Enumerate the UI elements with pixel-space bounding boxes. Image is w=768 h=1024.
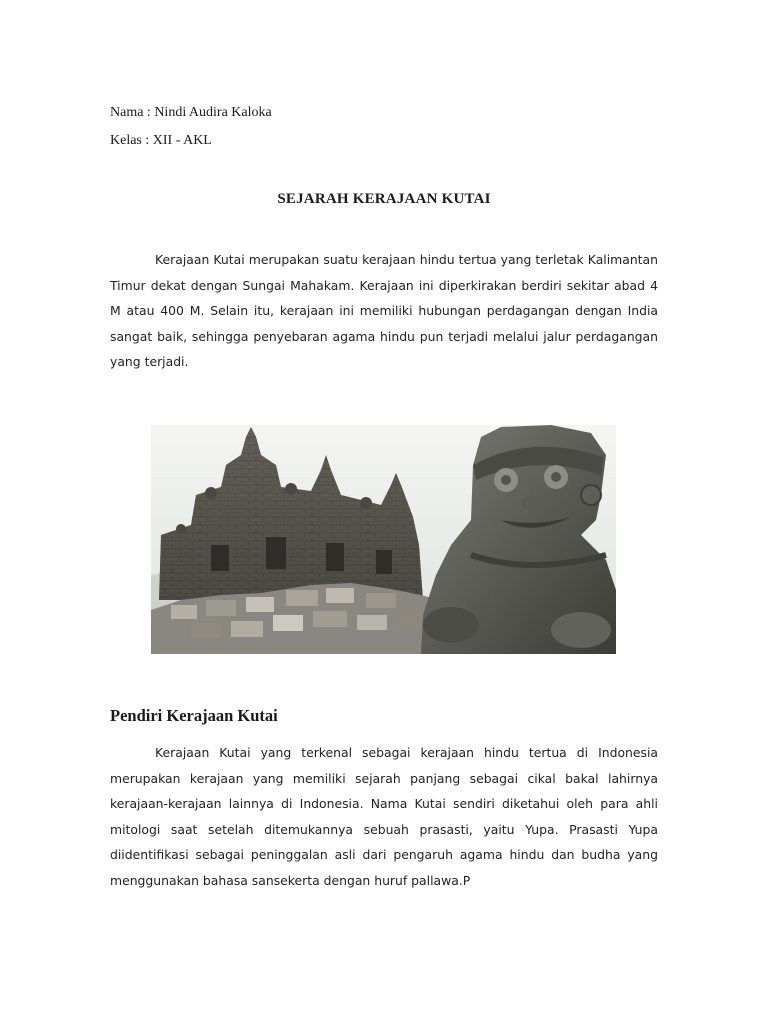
section-paragraph-text: Kerajaan Kutai yang terkenal sebagai kerajaan hindu tertua di Indonesia merupakan kerajaan yang memiliki sejarah panjang sebagai cikal bakal lahirnya kerajaan-kerajaan lainnya di Indonesia. Nama Kutai sendiri diketahui oleh para ahli mitologi saat setelah ditemukannya sebuah prasasti, yaitu Yupa. Prasasti Yupa diidentifikasi sebagai peninggalan asli dari pengaruh agama hindu dan budha yang menggunakan bahasa sansekerta dengan huruf pallawa.P <box>110 745 658 888</box>
temple-and-guardian-statue-photo-icon <box>151 425 616 654</box>
intro-paragraph <box>110 247 658 375</box>
section-paragraph <box>110 740 658 893</box>
student-class-line: Kelas : XII - AKL <box>110 133 212 148</box>
section-heading: Pendiri Kerajaan Kutai <box>110 706 278 725</box>
temple-photo <box>151 425 616 654</box>
intro-paragraph-text: Kerajaan Kutai merupakan suatu kerajaan hindu tertua yang terletak Kalimantan Timur dekat dengan Sungai Mahakam. Kerajaan ini diperkirakan berdiri sekitar abad 4 M atau 400 M. Selain itu, kerajaan ini memiliki hubungan perdagangan dengan India sangat baik, sehingga penyebaran agama hindu pun terjadi melalui jalur perdagangan yang terjadi. <box>110 252 658 369</box>
document-title: SEJARAH KERAJAAN KUTAI <box>277 191 491 207</box>
student-name-line: Nama : Nindi Audira Kaloka <box>110 105 272 120</box>
